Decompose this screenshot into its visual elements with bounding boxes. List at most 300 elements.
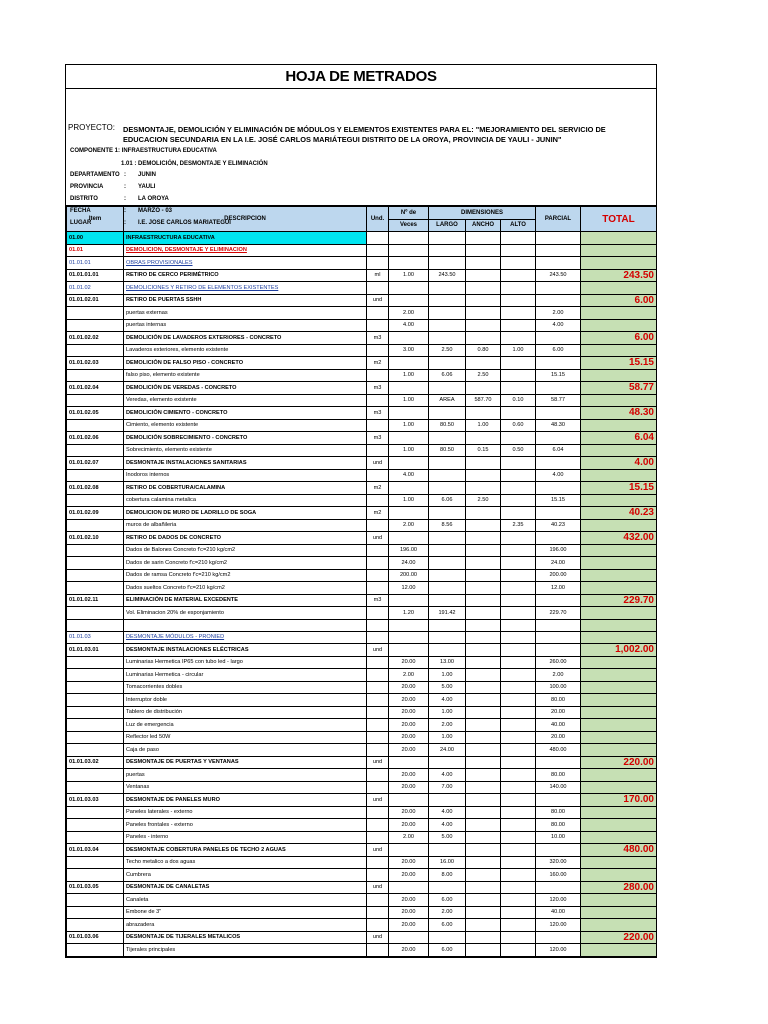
description-cell: puertas externas — [124, 307, 367, 320]
item-cell: 01.01.03.04 — [67, 844, 124, 857]
largo-cell: 2.00 — [429, 719, 466, 732]
table-row — [67, 669, 657, 682]
alto-cell — [501, 806, 536, 819]
largo-cell: 243.50 — [429, 269, 466, 282]
description-cell: Canaleta — [124, 894, 367, 907]
alto-cell — [501, 532, 536, 545]
description-cell: Veredas, elemento existente — [124, 394, 367, 407]
metrados-sheet — [65, 64, 657, 958]
largo-cell — [429, 257, 466, 270]
largo-cell — [429, 756, 466, 769]
alto-cell — [501, 906, 536, 919]
alto-cell: 0.10 — [501, 394, 536, 407]
item-cell: 01.01.02.04 — [67, 382, 124, 395]
veces-cell: 1.20 — [389, 607, 429, 620]
veces-cell: 2.00 — [389, 307, 429, 320]
table-row — [67, 282, 657, 295]
total-cell — [581, 731, 657, 744]
alto-cell — [501, 856, 536, 869]
total-cell — [581, 232, 657, 245]
largo-cell — [429, 482, 466, 495]
description-cell: DESMONTAJE DE PANELES MURO — [124, 794, 367, 807]
ancho-cell: 1.00 — [466, 419, 501, 432]
description-cell: Paneles frontales - externo — [124, 819, 367, 832]
item-cell — [67, 544, 124, 557]
veces-cell: 1.00 — [389, 444, 429, 457]
ancho-cell — [466, 831, 501, 844]
total-cell — [581, 519, 657, 532]
description-cell: puertas — [124, 769, 367, 782]
parcial-cell — [536, 432, 581, 445]
unit-cell — [367, 769, 389, 782]
total-cell — [581, 719, 657, 732]
alto-cell — [501, 656, 536, 669]
largo-cell: 1.00 — [429, 706, 466, 719]
table-row — [67, 569, 657, 582]
ancho-cell — [466, 482, 501, 495]
veces-cell: 2.00 — [389, 519, 429, 532]
total-cell: 229.70 — [581, 594, 657, 607]
unit-cell — [367, 369, 389, 382]
description-cell — [124, 619, 367, 631]
parcial-cell: 260.00 — [536, 656, 581, 669]
ancho-cell: 2.50 — [466, 494, 501, 507]
unit-cell: m2 — [367, 482, 389, 495]
table-row — [67, 656, 657, 669]
veces-cell: 20.00 — [389, 806, 429, 819]
item-cell — [67, 369, 124, 382]
total-cell: 58.77 — [581, 382, 657, 395]
description-cell: DESMONTAJE INSTALACIONES ELÉCTRICAS — [124, 644, 367, 657]
ancho-cell — [466, 582, 501, 595]
item-cell — [67, 419, 124, 432]
description-cell: Embone de 3" — [124, 906, 367, 919]
parcial-cell: 4.00 — [536, 469, 581, 482]
veces-cell: 200.00 — [389, 569, 429, 582]
alto-cell — [501, 831, 536, 844]
proyecto-label: PROYECTO: — [68, 123, 115, 132]
alto-cell — [501, 881, 536, 894]
unit-cell — [367, 519, 389, 532]
total-cell: 48.30 — [581, 407, 657, 420]
ancho-cell — [466, 357, 501, 370]
unit-cell — [367, 282, 389, 295]
ancho-cell — [466, 744, 501, 757]
alto-cell — [501, 369, 536, 382]
total-cell — [581, 319, 657, 332]
table-row — [67, 319, 657, 332]
parcial-cell — [536, 619, 581, 631]
parcial-cell: 140.00 — [536, 781, 581, 794]
largo-cell — [429, 332, 466, 345]
item-cell — [67, 781, 124, 794]
table-row — [67, 394, 657, 407]
description-cell: Luz de emergencia — [124, 719, 367, 732]
total-cell: 1,002.00 — [581, 644, 657, 657]
ancho-cell — [466, 407, 501, 420]
alto-cell — [501, 681, 536, 694]
parcial-cell: 6.04 — [536, 444, 581, 457]
veces-cell: 24.00 — [389, 557, 429, 570]
table-row — [67, 894, 657, 907]
alto-cell — [501, 769, 536, 782]
item-cell: 01.01.02.03 — [67, 357, 124, 370]
veces-cell — [389, 357, 429, 370]
ancho-cell — [466, 756, 501, 769]
largo-cell — [429, 532, 466, 545]
parcial-cell: 20.00 — [536, 706, 581, 719]
table-row — [67, 507, 657, 520]
unit-cell: und — [367, 457, 389, 470]
largo-cell: 8.00 — [429, 869, 466, 882]
parcial-cell: 40.00 — [536, 906, 581, 919]
table-row — [67, 532, 657, 545]
largo-cell — [429, 544, 466, 557]
unit-cell — [367, 419, 389, 432]
total-cell: 220.00 — [581, 756, 657, 769]
item-cell — [67, 769, 124, 782]
parcial-cell: 160.00 — [536, 869, 581, 882]
ancho-cell — [466, 769, 501, 782]
parcial-cell: 120.00 — [536, 919, 581, 932]
alto-cell — [501, 357, 536, 370]
description-cell: DESMONTAJE MÓDULOS - PRONIED — [124, 631, 367, 644]
table-row — [67, 519, 657, 532]
description-cell: DEMOLICION, DESMONTAJE Y ELIMINACION — [124, 244, 367, 257]
table-row — [67, 806, 657, 819]
veces-cell: 20.00 — [389, 894, 429, 907]
description-cell: Dados de Balones Concreto f'c=210 kg/cm2 — [124, 544, 367, 557]
description-cell: Luminarias Hermetica - circular — [124, 669, 367, 682]
veces-cell — [389, 257, 429, 270]
item-cell — [67, 694, 124, 707]
table-row — [67, 619, 657, 631]
total-cell — [581, 831, 657, 844]
unit-cell — [367, 444, 389, 457]
total-cell: 480.00 — [581, 844, 657, 857]
largo-cell: 1.00 — [429, 669, 466, 682]
largo-cell — [429, 794, 466, 807]
alto-cell — [501, 294, 536, 307]
ancho-cell — [466, 944, 501, 957]
description-cell: Paneles laterales - externo — [124, 806, 367, 819]
veces-cell — [389, 532, 429, 545]
veces-cell: 20.00 — [389, 731, 429, 744]
item-cell — [67, 856, 124, 869]
table-row — [67, 482, 657, 495]
unit-cell — [367, 919, 389, 932]
ancho-cell — [466, 669, 501, 682]
total-cell — [581, 906, 657, 919]
total-cell — [581, 607, 657, 620]
largo-cell: 4.00 — [429, 769, 466, 782]
total-cell: 432.00 — [581, 532, 657, 545]
total-cell — [581, 944, 657, 957]
unit-cell — [367, 669, 389, 682]
total-cell — [581, 681, 657, 694]
table-row — [67, 544, 657, 557]
description-cell: Tomacorrientes dobles — [124, 681, 367, 694]
description-cell: Reflector led 50W — [124, 731, 367, 744]
alto-cell — [501, 844, 536, 857]
item-cell — [67, 731, 124, 744]
veces-cell: 1.00 — [389, 369, 429, 382]
alto-cell — [501, 781, 536, 794]
ancho-cell — [466, 794, 501, 807]
largo-cell — [429, 319, 466, 332]
item-cell — [67, 819, 124, 832]
total-cell — [581, 619, 657, 631]
veces-cell: 20.00 — [389, 769, 429, 782]
item-cell: 01.01.03 — [67, 631, 124, 644]
unit-cell: m3 — [367, 432, 389, 445]
total-cell — [581, 544, 657, 557]
componente-label: COMPONENTE 1: INFRAESTRUCTURA EDUCATIVA — [70, 148, 217, 154]
unit-cell — [367, 731, 389, 744]
unit-cell — [367, 819, 389, 832]
description-cell: Techo metalico a dos aguas — [124, 856, 367, 869]
item-cell — [67, 806, 124, 819]
parcial-cell — [536, 332, 581, 345]
parcial-cell: 80.00 — [536, 806, 581, 819]
item-cell — [67, 319, 124, 332]
largo-cell: 13.00 — [429, 656, 466, 669]
total-cell — [581, 569, 657, 582]
total-cell — [581, 919, 657, 932]
ancho-cell — [466, 544, 501, 557]
description-cell: Lavaderos exteriores, elemento existente — [124, 344, 367, 357]
ancho-cell — [466, 557, 501, 570]
alto-cell — [501, 307, 536, 320]
parcial-cell — [536, 357, 581, 370]
parcial-cell: 200.00 — [536, 569, 581, 582]
total-cell: 15.15 — [581, 357, 657, 370]
alto-cell — [501, 507, 536, 520]
description-cell: DEMOLICIÓN DE LAVADEROS EXTERIORES - CONCRETO — [124, 332, 367, 345]
veces-cell — [389, 756, 429, 769]
ancho-cell — [466, 881, 501, 894]
veces-cell — [389, 382, 429, 395]
veces-cell: 20.00 — [389, 944, 429, 957]
alto-cell — [501, 269, 536, 282]
item-cell: 01.01.02.08 — [67, 482, 124, 495]
table-row — [67, 731, 657, 744]
ancho-cell — [466, 644, 501, 657]
ancho-cell — [466, 432, 501, 445]
alto-cell — [501, 282, 536, 295]
meta-fecha: FECHA : MARZO - 03 — [70, 208, 173, 214]
item-cell — [67, 394, 124, 407]
ancho-cell — [466, 457, 501, 470]
parcial-cell: 120.00 — [536, 894, 581, 907]
total-cell: 6.00 — [581, 332, 657, 345]
table-body — [67, 232, 657, 957]
ancho-cell — [466, 507, 501, 520]
veces-cell — [389, 232, 429, 245]
alto-cell — [501, 931, 536, 944]
description-cell: Tijerales principales — [124, 944, 367, 957]
parcial-cell — [536, 931, 581, 944]
unit-cell: und — [367, 931, 389, 944]
veces-cell: 12.00 — [389, 582, 429, 595]
largo-cell — [429, 282, 466, 295]
parcial-cell: 120.00 — [536, 944, 581, 957]
total-cell — [581, 394, 657, 407]
total-cell — [581, 244, 657, 257]
ancho-cell — [466, 656, 501, 669]
total-cell — [581, 669, 657, 682]
largo-cell: 4.00 — [429, 806, 466, 819]
description-cell: DESMONTAJE DE TIJERALES METALICOS — [124, 931, 367, 944]
description-cell: Interruptor doble — [124, 694, 367, 707]
unit-cell: und — [367, 756, 389, 769]
alto-cell — [501, 457, 536, 470]
total-cell: 4.00 — [581, 457, 657, 470]
total-cell: 40.23 — [581, 507, 657, 520]
table-row — [67, 706, 657, 719]
alto-cell — [501, 557, 536, 570]
table-row — [67, 644, 657, 657]
parcial-cell: 80.00 — [536, 819, 581, 832]
largo-cell — [429, 569, 466, 582]
item-cell — [67, 669, 124, 682]
table-row — [67, 931, 657, 944]
alto-cell — [501, 607, 536, 620]
item-cell — [67, 831, 124, 844]
unit-cell — [367, 831, 389, 844]
parcial-cell: 320.00 — [536, 856, 581, 869]
table-row — [67, 719, 657, 732]
unit-cell — [367, 894, 389, 907]
description-cell: DEMOLICIÓN DE FALSO PISO - CONCRETO — [124, 357, 367, 370]
alto-cell — [501, 382, 536, 395]
total-cell — [581, 806, 657, 819]
ancho-cell — [466, 382, 501, 395]
description-cell: DESMONTAJE DE PUERTAS Y VENTANAS — [124, 756, 367, 769]
col-dimensiones: DIMENSIONES — [429, 207, 536, 220]
description-cell: Paneles - interno — [124, 831, 367, 844]
veces-cell: 1.00 — [389, 394, 429, 407]
unit-cell — [367, 744, 389, 757]
table-row — [67, 332, 657, 345]
description-cell: DEMOLICIÓN DE VEREDAS - CONCRETO — [124, 382, 367, 395]
item-cell — [67, 307, 124, 320]
largo-cell — [429, 644, 466, 657]
alto-cell — [501, 594, 536, 607]
parcial-cell: 48.30 — [536, 419, 581, 432]
table-row — [67, 856, 657, 869]
item-cell: 01.01.03.03 — [67, 794, 124, 807]
total-cell — [581, 656, 657, 669]
unit-cell — [367, 656, 389, 669]
largo-cell — [429, 432, 466, 445]
unit-cell: und — [367, 644, 389, 657]
ancho-cell: 0.15 — [466, 444, 501, 457]
alto-cell — [501, 869, 536, 882]
item-cell: 01.01.02.10 — [67, 532, 124, 545]
largo-cell — [429, 294, 466, 307]
unit-cell — [367, 469, 389, 482]
item-cell — [67, 906, 124, 919]
item-cell: 01.01.02.09 — [67, 507, 124, 520]
table-row — [67, 869, 657, 882]
item-cell: 01.01.02 — [67, 282, 124, 295]
alto-cell — [501, 706, 536, 719]
table-row — [67, 881, 657, 894]
total-cell — [581, 307, 657, 320]
parcial-cell — [536, 407, 581, 420]
table-row — [67, 756, 657, 769]
item-cell: 01.01.03.06 — [67, 931, 124, 944]
ancho-cell — [466, 269, 501, 282]
ancho-cell — [466, 869, 501, 882]
total-cell — [581, 494, 657, 507]
total-cell — [581, 769, 657, 782]
ancho-cell — [466, 906, 501, 919]
parcial-cell — [536, 244, 581, 257]
ancho-cell — [466, 532, 501, 545]
veces-cell — [389, 619, 429, 631]
parcial-cell: 58.77 — [536, 394, 581, 407]
unit-cell: und — [367, 844, 389, 857]
description-cell: Vol. Eliminacion 20% de esponjamiento — [124, 607, 367, 620]
largo-cell: 6.06 — [429, 494, 466, 507]
unit-cell — [367, 631, 389, 644]
unit-cell — [367, 856, 389, 869]
table-row — [67, 557, 657, 570]
table-row — [67, 344, 657, 357]
largo-cell: 24.00 — [429, 744, 466, 757]
veces-cell — [389, 432, 429, 445]
veces-cell: 20.00 — [389, 681, 429, 694]
veces-cell: 20.00 — [389, 906, 429, 919]
ancho-cell — [466, 856, 501, 869]
subcomponente-label: 1.01 : DEMOLICIÓN, DESMONTAJE Y ELIMINACIÓN — [121, 161, 268, 167]
alto-cell: 0.50 — [501, 444, 536, 457]
largo-cell: 2.00 — [429, 906, 466, 919]
description-cell: falso piso, elemento existente — [124, 369, 367, 382]
table-row — [67, 469, 657, 482]
largo-cell — [429, 619, 466, 631]
description-cell: INFRAESTRUCTURA EDUCATIVA — [124, 232, 367, 245]
parcial-cell — [536, 507, 581, 520]
description-cell: Caja de paso — [124, 744, 367, 757]
veces-cell: 20.00 — [389, 744, 429, 757]
total-cell — [581, 419, 657, 432]
unit-cell: und — [367, 881, 389, 894]
veces-cell: 20.00 — [389, 781, 429, 794]
alto-cell — [501, 719, 536, 732]
description-cell: Inodoros internos — [124, 469, 367, 482]
largo-cell: 80.50 — [429, 419, 466, 432]
largo-cell: 8.56 — [429, 519, 466, 532]
unit-cell — [367, 344, 389, 357]
total-cell — [581, 894, 657, 907]
table-row — [67, 744, 657, 757]
alto-cell: 0.60 — [501, 419, 536, 432]
largo-cell — [429, 232, 466, 245]
ancho-cell — [466, 569, 501, 582]
largo-cell — [429, 507, 466, 520]
table-row — [67, 631, 657, 644]
description-cell: Ventanas — [124, 781, 367, 794]
ancho-cell — [466, 931, 501, 944]
table-row — [67, 919, 657, 932]
alto-cell: 1.00 — [501, 344, 536, 357]
parcial-cell: 40.23 — [536, 519, 581, 532]
total-cell — [581, 282, 657, 295]
largo-cell — [429, 407, 466, 420]
